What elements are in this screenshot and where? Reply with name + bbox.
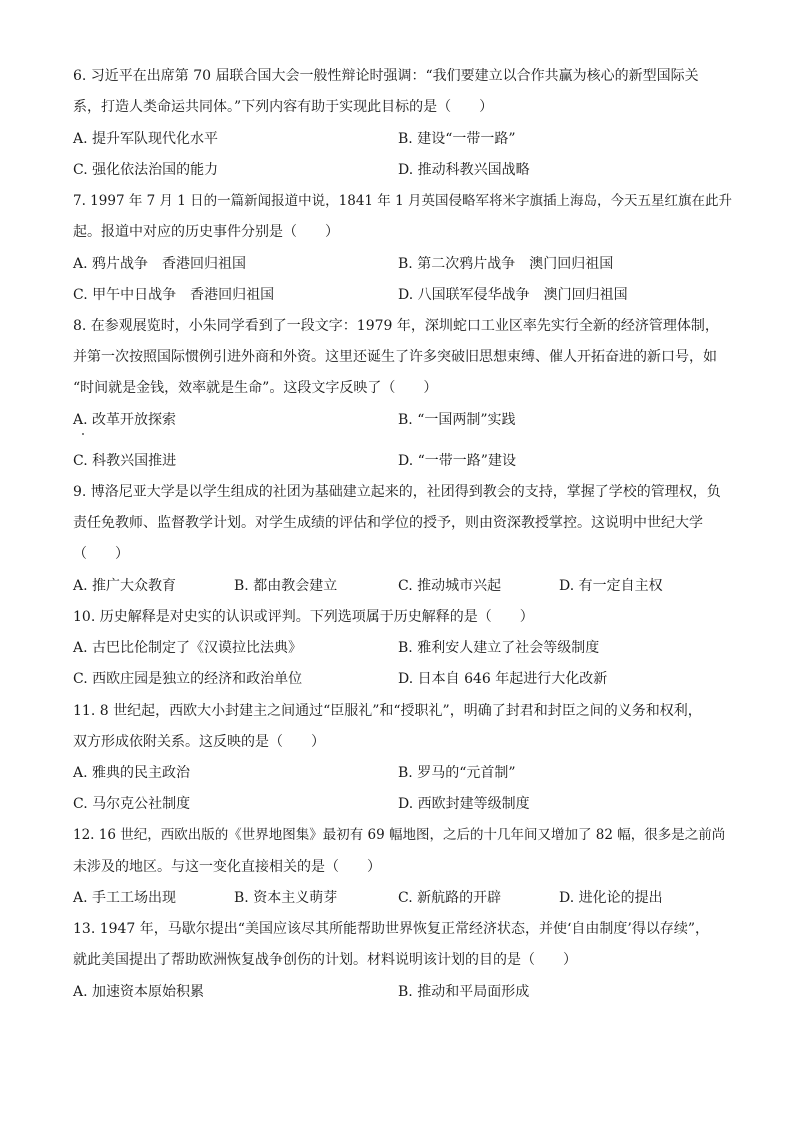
- stray-dot: [82, 433, 84, 435]
- question-11-line-1: 11. 8 世纪起，西欧大小封建主之间通过“臣服礼”和“授职礼”，明确了封君和封臣之间的义务和权利，: [73, 703, 702, 719]
- question-8-option-d[interactable]: D. “一带一路”建设: [398, 453, 516, 469]
- question-13-option-b[interactable]: B. 推动和平局面形成: [398, 984, 530, 1000]
- question-8-line-3: “时间就是金钱，效率就是生命”。这段文字反映了（ ）: [73, 380, 438, 396]
- question-7-option-c[interactable]: C. 甲午中日战争 香港回归祖国: [73, 287, 275, 303]
- question-10-option-b[interactable]: B. 雅利安人建立了社会等级制度: [398, 640, 600, 656]
- question-12-option-a[interactable]: A. 手工工场出现: [73, 890, 177, 906]
- question-11-option-b[interactable]: B. 罗马的“元首制”: [398, 765, 516, 781]
- question-9-option-a[interactable]: A. 推广大众教育: [73, 578, 177, 594]
- question-8-option-c[interactable]: C. 科教兴国推进: [73, 453, 177, 469]
- question-10-option-d[interactable]: D. 日本自 646 年起进行大化改新: [398, 671, 608, 687]
- question-12-option-b[interactable]: B. 资本主义萌芽: [234, 890, 338, 906]
- question-10-line-1: 10. 历史解释是对史实的认识或评判。下列选项属于历史解释的是（ ）: [73, 609, 534, 625]
- question-6-option-b[interactable]: B. 建设“一带一路”: [398, 131, 516, 147]
- question-11-line-2: 双方形成依附关系。这反映的是（ ）: [73, 734, 325, 750]
- question-13-option-a[interactable]: A. 加速资本原始积累: [73, 984, 205, 1000]
- question-6-line-2: 系，打造人类命运共同体。”下列内容有助于实现此目标的是（ ）: [73, 99, 494, 115]
- question-12-option-d[interactable]: D. 进化论的提出: [559, 890, 663, 906]
- question-8-option-b[interactable]: B. “一国两制”实践: [398, 412, 516, 428]
- question-9-option-b[interactable]: B. 都由教会建立: [234, 578, 338, 594]
- question-12-line-1: 12. 16 世纪，西欧出版的《世界地图集》最初有 69 幅地图，之后的十几年间又增加了 82 幅，很多是之前尚: [73, 827, 726, 843]
- question-9-option-c[interactable]: C. 推动城市兴起: [398, 578, 502, 594]
- question-9-line-3: （ ）: [73, 546, 129, 562]
- question-7-option-b[interactable]: B. 第二次鸦片战争 澳门回归祖国: [398, 256, 614, 272]
- question-11-option-c[interactable]: C. 马尔克公社制度: [73, 796, 191, 812]
- question-13-line-1: 13. 1947 年，马歇尔提出“美国应该尽其所能帮助世界恢复正常经济状态，并使‘自由制度’得以存续”，: [73, 921, 710, 937]
- question-6-option-d[interactable]: D. 推动科教兴国战略: [398, 162, 530, 178]
- question-10-option-a[interactable]: A. 古巴比伦制定了《汉谟拉比法典》: [73, 640, 303, 656]
- question-9-line-2: 责任免教师、监督教学计划。对学生成绩的评估和学位的授予，则由资深教授掌控。这说明中世纪大学: [73, 515, 703, 531]
- question-8-line-1: 8. 在参观展览时，小朱同学看到了一段文字：1979 年，深圳蛇口工业区率先实行全新的经济管理体制，: [73, 318, 719, 334]
- question-6-line-1: 6. 习近平在出席第 70 届联合国大会一般性辩论时强调：“我们要建立以合作共赢为核心的新型国际关: [73, 68, 699, 84]
- question-11-option-d[interactable]: D. 西欧封建等级制度: [398, 796, 530, 812]
- question-9-option-d[interactable]: D. 有一定自主权: [559, 578, 663, 594]
- question-12-option-c[interactable]: C. 新航路的开辟: [398, 890, 502, 906]
- question-12-line-2: 未涉及的地区。与这一变化直接相关的是（ ）: [73, 859, 381, 875]
- question-9-line-1: 9. 博洛尼亚大学是以学生组成的社团为基础建立起来的，社团得到教会的支持，掌握了学校的管理权，负: [73, 484, 721, 500]
- question-10-option-c[interactable]: C. 西欧庄园是独立的经济和政治单位: [73, 671, 303, 687]
- question-7-option-d[interactable]: D. 八国联军侵华战争 澳门回归祖国: [398, 287, 628, 303]
- question-7-line-1: 7. 1997 年 7 月 1 日的一篇新闻报道中说，1841 年 1 月英国侵略军将米字旗插上海岛，今天五星红旗在此升: [73, 193, 732, 209]
- question-8-option-a[interactable]: A. 改革开放探索: [73, 412, 177, 428]
- question-7-line-2: 起。报道中对应的历史事件分别是（ ）: [73, 224, 339, 240]
- question-13-line-2: 就此美国提出了帮助欧洲恢复战争创伤的计划。材料说明该计划的目的是（ ）: [73, 952, 577, 968]
- question-7-option-a[interactable]: A. 鸦片战争 香港回归祖国: [73, 256, 247, 272]
- question-11-option-a[interactable]: A. 雅典的民主政治: [73, 765, 191, 781]
- question-6-option-a[interactable]: A. 提升军队现代化水平: [73, 131, 219, 147]
- question-6-option-c[interactable]: C. 强化依法治国的能力: [73, 162, 219, 178]
- question-8-line-2: 并第一次按照国际惯例引进外商和外资。这里还诞生了许多突破旧思想束缚、催人开拓奋进的新口号，如: [73, 349, 717, 365]
